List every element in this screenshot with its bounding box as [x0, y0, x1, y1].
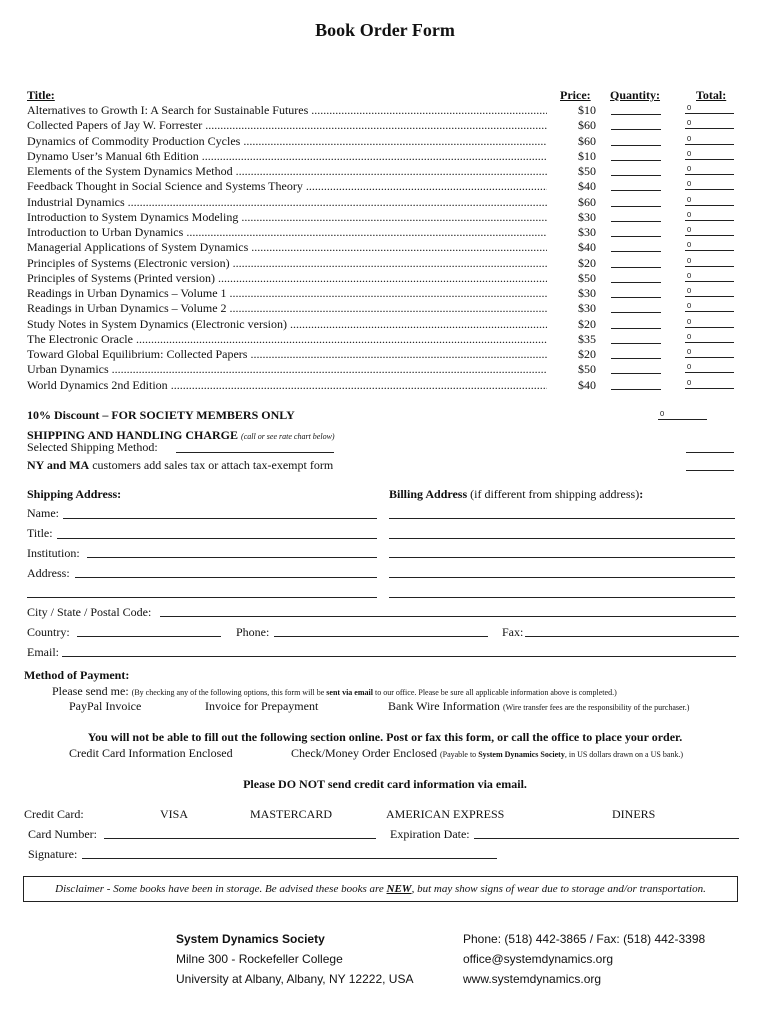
book-price: $20: [578, 347, 596, 361]
invoice-prepayment-option[interactable]: Invoice for Prepayment: [205, 699, 319, 713]
book-row: [27, 149, 742, 164]
book-title: Elements of the System Dynamics Method .....: [27, 164, 547, 179]
no-email-warning: Please DO NOT send credit card information via email.: [243, 777, 527, 791]
book-total-field[interactable]: 0: [685, 346, 734, 358]
address-label: Address:: [27, 566, 70, 580]
check-note-b: System Dynamics Society: [478, 750, 565, 759]
shipping-method-field[interactable]: [176, 452, 334, 453]
book-total-field[interactable]: 0: [685, 270, 734, 282]
book-row: [27, 225, 742, 240]
footer-website[interactable]: www.systemdynamics.org: [463, 972, 602, 986]
billing-address-field-1[interactable]: [389, 577, 735, 578]
book-quantity-field[interactable]: [611, 225, 661, 237]
card-number-label: Card Number:: [28, 827, 97, 841]
visa-option[interactable]: VISA: [160, 807, 189, 821]
book-row: [27, 134, 742, 149]
phone-field[interactable]: [274, 636, 488, 637]
book-total-field[interactable]: 0: [685, 239, 734, 251]
book-total-field[interactable]: 0: [685, 163, 734, 175]
book-title: Toward Global Equilibrium: Collected Papers .....: [27, 347, 547, 362]
billing-address-label: Billing Address: [389, 487, 468, 501]
book-title: Alternatives to Growth I: A Search for Sustainable Futures .....: [27, 103, 547, 118]
book-total-field[interactable]: 0: [685, 148, 734, 160]
shipping-name-field[interactable]: [63, 518, 377, 519]
email-field[interactable]: [62, 656, 736, 657]
book-quantity-field[interactable]: [611, 256, 661, 268]
book-price: $50: [578, 271, 596, 285]
book-price: $35: [578, 332, 596, 346]
book-quantity-field[interactable]: [611, 332, 661, 344]
book-quantity-field[interactable]: [611, 195, 661, 207]
offline-notice: You will not be able to fill out the following section online. Post or fax this form, or call the office to place your order.: [87, 730, 683, 744]
book-title: Principles of Systems (Printed version) .....: [27, 271, 547, 286]
book-title: World Dynamics 2nd Edition .....: [27, 378, 547, 393]
credit-card-label: Credit Card:: [24, 807, 84, 821]
book-price: $60: [578, 195, 596, 209]
book-price: $40: [578, 179, 596, 193]
disclaimer-new: NEW: [386, 883, 412, 895]
shipping-total-field[interactable]: [686, 452, 734, 453]
book-title: Industrial Dynamics .....: [27, 195, 547, 210]
book-title: Principles of Systems (Electronic version) .....: [27, 256, 547, 271]
book-quantity-field[interactable]: [611, 179, 661, 191]
book-price: $50: [578, 362, 596, 376]
payment-heading: Method of Payment:: [24, 668, 130, 682]
book-title: Study Notes in System Dynamics (Electronic version) .....: [27, 317, 547, 332]
page-title: Book Order Form: [315, 20, 455, 40]
send-me-line: [52, 684, 617, 700]
book-total-field[interactable]: 0: [685, 178, 734, 190]
book-price: $30: [578, 301, 596, 315]
footer-email[interactable]: office@systemdynamics.org: [463, 952, 614, 966]
billing-address-heading: [389, 487, 643, 502]
credit-card-enclosed-option[interactable]: Credit Card Information Enclosed: [69, 746, 233, 760]
signature-label: Signature:: [28, 847, 78, 861]
book-row: [27, 347, 742, 362]
book-total-field[interactable]: 0: [685, 331, 734, 343]
book-quantity-field[interactable]: [611, 134, 661, 146]
title-label: Title:: [27, 526, 53, 540]
book-quantity-field[interactable]: [611, 149, 661, 161]
book-title: The Electronic Oracle .....: [27, 332, 547, 347]
book-price: $30: [578, 286, 596, 300]
discount-total-field[interactable]: 0: [658, 408, 707, 420]
city-field[interactable]: [160, 616, 736, 617]
disclaimer-text-c: , but may show signs of wear due to storage and/or transportation.: [411, 883, 706, 895]
book-total-field[interactable]: 0: [685, 224, 734, 236]
book-quantity-field[interactable]: [611, 164, 661, 176]
book-quantity-field[interactable]: [611, 240, 661, 252]
book-quantity-field[interactable]: [611, 210, 661, 222]
book-row: [27, 240, 742, 255]
shipping-institution-field[interactable]: [87, 557, 377, 558]
bank-wire-label: Bank Wire Information: [388, 699, 500, 713]
billing-address-note: (if different from shipping address): [470, 487, 640, 501]
book-title: Dynamo User’s Manual 6th Edition .....: [27, 149, 547, 164]
book-total-field[interactable]: 0: [685, 285, 734, 297]
amex-option[interactable]: AMERICAN EXPRESS: [386, 807, 505, 821]
discount-label: 10% Discount – FOR SOCIETY MEMBERS ONLY: [27, 408, 295, 422]
paypal-invoice-option[interactable]: PayPal Invoice: [69, 699, 142, 713]
name-label: Name:: [27, 506, 59, 520]
shipping-title-field[interactable]: [57, 538, 377, 539]
footer-org-name: System Dynamics Society: [176, 932, 325, 946]
book-quantity-field[interactable]: [611, 362, 661, 374]
shipping-address-heading: Shipping Address:: [27, 487, 122, 501]
billing-address-field-2[interactable]: [389, 597, 735, 598]
total-column-header: Total:: [696, 88, 727, 102]
bank-wire-option[interactable]: [388, 699, 689, 715]
book-row: [27, 378, 742, 393]
check-note-c: , in US dollars drawn on a US bank.): [564, 750, 684, 759]
tax-note-text: customers add sales tax or attach tax-exempt form: [92, 458, 334, 472]
tax-note: [27, 458, 333, 473]
book-quantity-field[interactable]: [611, 347, 661, 359]
book-price: $20: [578, 256, 596, 270]
signature-field[interactable]: [82, 858, 497, 859]
book-quantity-field[interactable]: [611, 286, 661, 298]
book-total-field[interactable]: 0: [685, 377, 734, 389]
book-price: $20: [578, 317, 596, 331]
book-total-field[interactable]: 0: [685, 117, 734, 129]
book-title: Readings in Urban Dynamics – Volume 2 .....: [27, 301, 547, 316]
diners-option[interactable]: DINERS: [612, 807, 656, 821]
country-field[interactable]: [77, 636, 221, 637]
book-price: $40: [578, 378, 596, 392]
billing-title-field[interactable]: [389, 538, 735, 539]
phone-label: Phone:: [236, 625, 270, 639]
shipping-charge-note: (call or see rate chart below): [241, 432, 335, 441]
expiration-label: Expiration Date:: [390, 827, 470, 841]
book-row: [27, 332, 742, 347]
book-row: [27, 256, 742, 271]
book-row: [27, 317, 742, 332]
book-title: Readings in Urban Dynamics – Volume 1 .....: [27, 286, 547, 301]
book-row: [27, 118, 742, 133]
send-me-note: [132, 688, 617, 697]
fax-label: Fax:: [502, 625, 524, 639]
disclaimer-box: [23, 876, 738, 902]
book-quantity-field[interactable]: [611, 378, 661, 390]
shipping-address-field-2[interactable]: [27, 597, 377, 598]
book-price: $40: [578, 240, 596, 254]
book-price: $30: [578, 210, 596, 224]
book-total-field[interactable]: 0: [685, 209, 734, 221]
book-row: [27, 164, 742, 179]
send-me-label: Please send me:: [52, 684, 129, 698]
book-row: [27, 301, 742, 316]
book-title: Feedback Thought in Social Science and Systems Theory .....: [27, 179, 547, 194]
book-price: $30: [578, 225, 596, 239]
quantity-column-header: Quantity:: [610, 88, 661, 102]
book-quantity-field[interactable]: [611, 271, 661, 283]
book-quantity-field[interactable]: [611, 317, 661, 329]
book-title: Urban Dynamics .....: [27, 362, 547, 377]
check-money-order-option[interactable]: [291, 746, 683, 762]
country-label: Country:: [27, 625, 70, 639]
city-label: City / State / Postal Code:: [27, 605, 152, 619]
title-column-header: Title:: [27, 88, 55, 102]
book-total-field[interactable]: 0: [685, 361, 734, 373]
disclaimer-text-a: Disclaimer - Some books have been in storage. Be advised these books are: [55, 883, 384, 895]
footer-phone: Phone: (518) 442-3865 / Fax: (518) 442-3398: [463, 932, 706, 946]
book-total-field[interactable]: 0: [685, 102, 734, 114]
tax-total-field[interactable]: [686, 470, 734, 471]
tax-note-states: NY and MA: [27, 458, 90, 472]
book-price: $60: [578, 118, 596, 132]
book-price: $60: [578, 134, 596, 148]
book-title: Dynamics of Commodity Production Cycles .....: [27, 134, 547, 149]
footer-address-1: Milne 300 - Rockefeller College: [176, 952, 343, 966]
book-title: Introduction to System Dynamics Modeling .....: [27, 210, 547, 225]
card-number-field[interactable]: [104, 838, 376, 839]
book-title: Managerial Applications of System Dynamics .....: [27, 240, 547, 255]
check-label: Check/Money Order Enclosed: [291, 746, 437, 760]
book-price: $10: [578, 103, 596, 117]
book-quantity-field[interactable]: [611, 103, 661, 115]
book-quantity-field[interactable]: [611, 118, 661, 130]
check-note-a: (Payable to: [439, 750, 477, 759]
bank-wire-note: (Wire transfer fees are the responsibility of the purchaser.): [502, 703, 690, 712]
book-total-field[interactable]: 0: [685, 300, 734, 312]
check-note: [440, 750, 683, 759]
book-title: Collected Papers of Jay W. Forrester .....: [27, 118, 547, 133]
book-total-field[interactable]: 0: [685, 133, 734, 145]
book-price: $10: [578, 149, 596, 163]
book-total-field[interactable]: 0: [685, 316, 734, 328]
send-me-note-b: sent via email: [326, 688, 373, 697]
send-me-note-c: to our office. Please be sure all applicable information above is completed.): [374, 688, 617, 697]
book-row: [27, 362, 742, 377]
send-me-note-a: (By checking any of the following options, this form will be: [131, 688, 325, 697]
billing-name-field[interactable]: [389, 518, 735, 519]
book-total-field[interactable]: 0: [685, 255, 734, 267]
footer-org: [176, 929, 413, 989]
shipping-method-label: Selected Shipping Method:: [27, 440, 158, 454]
footer-contact: [463, 929, 705, 989]
shipping-charge-label: SHIPPING AND HANDLING CHARGE: [27, 428, 239, 442]
fax-field[interactable]: [525, 636, 739, 637]
book-title: Introduction to Urban Dynamics .....: [27, 225, 547, 240]
book-row: [27, 271, 742, 286]
email-label: Email:: [27, 645, 59, 659]
mastercard-option[interactable]: MASTERCARD: [250, 807, 333, 821]
book-price: $50: [578, 164, 596, 178]
billing-address-colon: :: [639, 487, 644, 501]
book-row: [27, 210, 742, 225]
shipping-address-field-1[interactable]: [75, 577, 377, 578]
book-quantity-field[interactable]: [611, 301, 661, 313]
book-row: [27, 103, 742, 118]
billing-institution-field[interactable]: [389, 557, 735, 558]
price-column-header: Price:: [560, 88, 591, 102]
footer-address-2: University at Albany, Albany, NY 12222, USA: [176, 972, 414, 986]
book-row: [27, 286, 742, 301]
book-total-field[interactable]: 0: [685, 194, 734, 206]
book-row: [27, 179, 742, 194]
expiration-field[interactable]: [474, 838, 739, 839]
institution-label: Institution:: [27, 546, 80, 560]
book-row: [27, 195, 742, 210]
